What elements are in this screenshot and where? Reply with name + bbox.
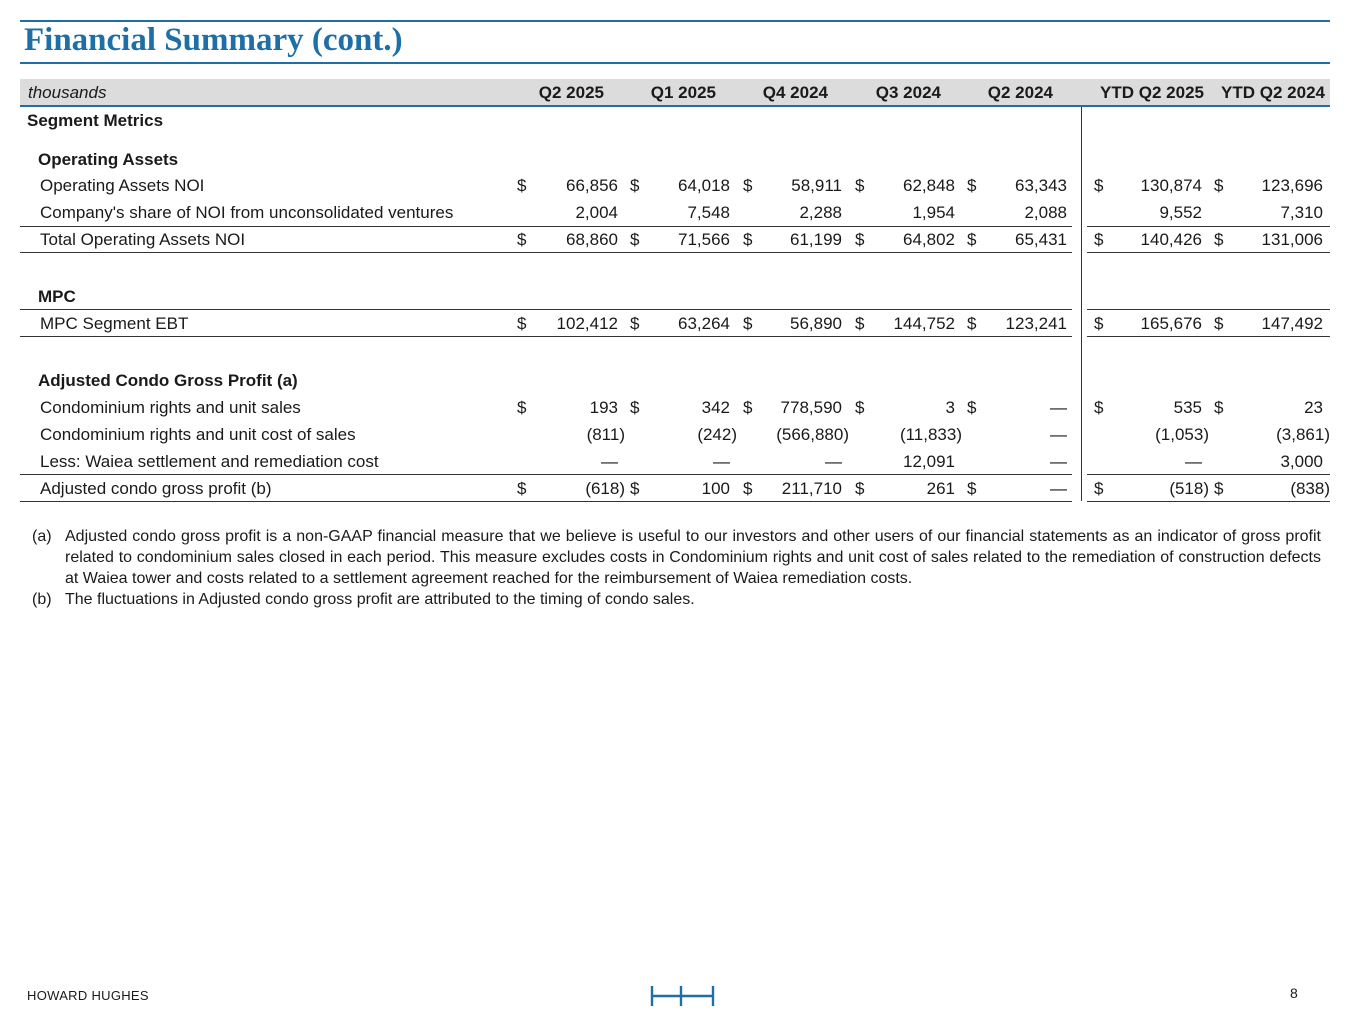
table-cell-value: 100 <box>701 479 730 498</box>
hh-logo-icon <box>650 985 716 1007</box>
dollar-sign: $ <box>1094 479 1104 498</box>
title-underline <box>20 62 1330 64</box>
table-cell-value: 535 <box>1173 398 1202 417</box>
table-cell-value: 3 <box>945 398 955 417</box>
table-cell-value: 102,412 <box>556 314 618 333</box>
table-cell-value: 71,566 <box>678 230 730 249</box>
table-cell-value: 3,000 <box>1280 452 1323 471</box>
row-rule <box>20 309 1072 310</box>
page-number: 8 <box>1290 985 1298 1001</box>
dollar-sign: $ <box>517 230 527 249</box>
dollar-sign: $ <box>1214 230 1224 249</box>
table-cell-value: (518) <box>1169 479 1209 498</box>
table-cell-value: 140,426 <box>1140 230 1202 249</box>
table-cell-value: 123,241 <box>1005 314 1067 333</box>
table-cell-value: 778,590 <box>780 398 842 417</box>
dollar-sign: $ <box>1214 314 1224 333</box>
column-header: YTD Q2 2024 <box>1221 83 1325 102</box>
row-rule <box>1087 309 1330 310</box>
row-rule <box>20 252 1072 253</box>
dollar-sign: $ <box>855 230 865 249</box>
table-cell-value: (566,880) <box>776 425 849 444</box>
dollar-sign: $ <box>1214 479 1224 498</box>
table-cell-value: 2,088 <box>1024 203 1067 222</box>
table-cell-value: 2,288 <box>799 203 842 222</box>
column-header: Q1 2025 <box>650 83 716 102</box>
dollar-sign: $ <box>1094 398 1104 417</box>
table-cell-value: (242) <box>697 425 737 444</box>
row-rule <box>20 474 1072 475</box>
dollar-sign: $ <box>967 230 977 249</box>
table-row-label: Adjusted condo gross profit (b) <box>40 479 272 498</box>
dollar-sign: $ <box>743 230 753 249</box>
table-cell-value: — <box>1185 452 1202 471</box>
row-rule <box>20 336 1072 337</box>
row-rule <box>1087 252 1330 253</box>
table-row-label: Less: Waiea settlement and remediation cost <box>40 452 379 471</box>
table-cell-value: — <box>713 452 730 471</box>
footnote-marker: (b) <box>32 591 52 608</box>
dollar-sign: $ <box>855 479 865 498</box>
segment-metrics-heading: Segment Metrics <box>27 111 164 130</box>
table-row-label: Company's share of NOI from unconsolidated ventures <box>40 203 454 222</box>
footnote-text: The fluctuations in Adjusted condo gross profit are attributed to the timing of condo sales. <box>65 591 695 608</box>
table-cell-value: 12,091 <box>903 452 955 471</box>
dollar-sign: $ <box>1214 398 1224 417</box>
table-cell-value: 211,710 <box>781 479 842 498</box>
footnote-marker: (a) <box>32 528 52 545</box>
dollar-sign: $ <box>743 398 753 417</box>
dollar-sign: $ <box>967 314 977 333</box>
dollar-sign: $ <box>1214 176 1224 195</box>
column-header: Q2 2025 <box>538 83 604 102</box>
table-cell-value: 9,552 <box>1159 203 1202 222</box>
dollar-sign: $ <box>967 176 977 195</box>
table-cell-value: 61,199 <box>790 230 842 249</box>
table-cell-value: (838) <box>1290 479 1330 498</box>
table-row-label: Condominium rights and unit cost of sales <box>40 425 356 444</box>
row-rule <box>1087 501 1330 502</box>
dollar-sign: $ <box>1094 314 1104 333</box>
table-cell-value: 63,264 <box>678 314 730 333</box>
dollar-sign: $ <box>630 176 640 195</box>
table-cell-value: — <box>1050 398 1067 417</box>
table-cell-value: 66,856 <box>566 176 618 195</box>
table-cell-value: — <box>601 452 618 471</box>
dollar-sign: $ <box>743 176 753 195</box>
dollar-sign: $ <box>743 479 753 498</box>
brand-name: HOWARD HUGHES <box>27 988 149 1003</box>
table-cell-value: 56,890 <box>790 314 842 333</box>
row-rule <box>20 501 1072 502</box>
dollar-sign: $ <box>630 398 640 417</box>
table-cell-value: 147,492 <box>1261 314 1323 333</box>
table-cell-value: 165,676 <box>1140 314 1202 333</box>
row-rule <box>1087 336 1330 337</box>
table-cell-value: 64,018 <box>678 176 730 195</box>
table-cell-value: 63,343 <box>1015 176 1067 195</box>
table-row-label: Total Operating Assets NOI <box>40 230 246 249</box>
table-cell-value: 7,548 <box>687 203 730 222</box>
column-header: Q3 2024 <box>875 83 941 102</box>
table-cell-value: (618) <box>585 479 625 498</box>
section-heading: Operating Assets <box>38 150 179 169</box>
table-cell-value: — <box>1050 479 1067 498</box>
table-cell-value: (11,833) <box>899 425 962 444</box>
dollar-sign: $ <box>630 314 640 333</box>
table-cell-value: (811) <box>586 425 625 444</box>
table-cell-value: 7,310 <box>1280 203 1323 222</box>
dollar-sign: $ <box>517 479 527 498</box>
dollar-sign: $ <box>1094 176 1104 195</box>
table-cell-value: — <box>1050 452 1067 471</box>
table-cell-value: — <box>1050 425 1067 444</box>
unit-label: thousands <box>28 83 107 102</box>
table-cell-value: 68,860 <box>566 230 618 249</box>
row-rule <box>1087 226 1330 227</box>
table-header-rule <box>20 105 1330 107</box>
table-cell-value: 64,802 <box>903 230 955 249</box>
table-cell-value: 2,004 <box>575 203 618 222</box>
dollar-sign: $ <box>743 314 753 333</box>
table-cell-value: 23 <box>1304 398 1323 417</box>
dollar-sign: $ <box>517 398 527 417</box>
table-row-label: MPC Segment EBT <box>40 314 189 333</box>
section-heading: MPC <box>38 287 76 306</box>
table-row-label: Operating Assets NOI <box>40 176 205 195</box>
table-cell-value: 62,848 <box>903 176 955 195</box>
table-cell-value: 123,696 <box>1261 176 1323 195</box>
dollar-sign: $ <box>630 230 640 249</box>
column-header: Q2 2024 <box>987 83 1053 102</box>
table-cell-value: 193 <box>589 398 618 417</box>
column-header: YTD Q2 2025 <box>1100 83 1204 102</box>
dollar-sign: $ <box>855 314 865 333</box>
table-cell-value: 131,006 <box>1261 230 1323 249</box>
table-cell-value: 342 <box>701 398 730 417</box>
row-rule <box>1087 474 1330 475</box>
dollar-sign: $ <box>1094 230 1104 249</box>
table-cell-value: 58,911 <box>791 176 842 195</box>
table-cell-value: 144,752 <box>893 314 955 333</box>
dollar-sign: $ <box>517 314 527 333</box>
dollar-sign: $ <box>967 479 977 498</box>
table-cell-value: 130,874 <box>1140 176 1202 195</box>
table-cell-value: 65,431 <box>1015 230 1067 249</box>
table-cell-value: (1,053) <box>1155 425 1209 444</box>
table-row-label: Condominium rights and unit sales <box>40 398 301 417</box>
row-rule <box>20 226 1072 227</box>
table-cell-value: 261 <box>926 479 955 498</box>
section-heading: Adjusted Condo Gross Profit (a) <box>38 371 298 390</box>
dollar-sign: $ <box>967 398 977 417</box>
page-title: Financial Summary (cont.) <box>24 22 403 58</box>
dollar-sign: $ <box>855 398 865 417</box>
table-cell-value: (3,861) <box>1276 425 1330 444</box>
footnote-text: Adjusted condo gross profit is a non-GAAP financial measure that we believe is useful to our investors and other users of our financial statements as an indicator of gross profit related to condominium sales closed in each period. This measure excludes costs in Condominium rights and unit cost of sales related to the remediation of construction defects at Waiea tower and costs related to a settlement agreement reached for the reimbursement of Waiea remediation costs. <box>65 528 1321 587</box>
table-cell-value: 1,954 <box>912 203 955 222</box>
dollar-sign: $ <box>855 176 865 195</box>
dollar-sign: $ <box>517 176 527 195</box>
table-cell-value: — <box>825 452 842 471</box>
dollar-sign: $ <box>630 479 640 498</box>
ytd-column-separator <box>1081 107 1082 501</box>
column-header: Q4 2024 <box>762 83 828 102</box>
